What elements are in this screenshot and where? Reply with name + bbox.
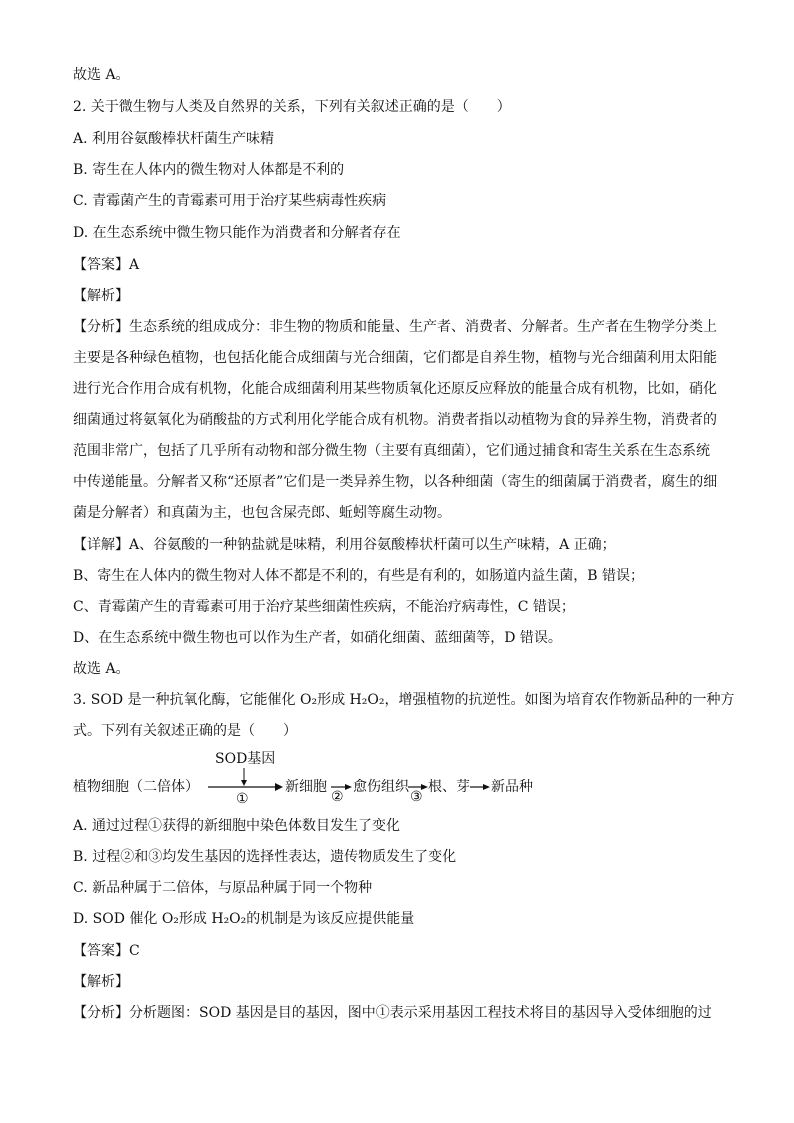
q2-option-c: C. 青霉菌产生的青霉素可用于治疗某些病毒性疾病 bbox=[73, 193, 387, 209]
gene-label: SOD基因 bbox=[215, 751, 276, 767]
start-node: 植物细胞（二倍体） bbox=[73, 779, 199, 795]
q3-flow-diagram bbox=[73, 752, 633, 808]
q3-option-a: A. 通过过程①获得的新细胞中染色体数目发生了变化 bbox=[73, 818, 401, 834]
q3-option-c: C. 新品种属于二倍体，与原品种属于同一个物种 bbox=[73, 880, 373, 896]
q2-fenxi-line: 主要是各种绿色植物，也包括化能合成细菌与光合细菌，它们都是自养生物，植物与光合细菌利用太阳能 bbox=[73, 350, 717, 366]
arrow-2-head bbox=[345, 784, 352, 790]
q3-answer: 【答案】C bbox=[73, 943, 140, 959]
arrow-4-head bbox=[483, 784, 490, 790]
q3-stem-line1: 3. SOD 是一种抗氧化酶，它能催化 O₂形成 H₂O₂，增强植物的抗逆性。如图为培育农作物新品种的一种方 bbox=[73, 692, 735, 708]
q2-xiangjie-line: D、在生态系统中微生物也可以作为生产者，如硝化细菌、蓝细菌等，D 错误。 bbox=[73, 630, 562, 646]
q2-fenxi-line: 菌是分解者）和真菌为主，也包含屎壳郎、蚯蚓等腐生动物。 bbox=[73, 505, 451, 521]
q2-xiangjie-line: C、青霉菌产生的青霉素可用于治疗某些细菌性疾病，不能治疗病毒性，C 错误； bbox=[73, 599, 575, 615]
q2-option-b: B. 寄生在人体内的微生物对人体都是不利的 bbox=[73, 162, 345, 178]
q2-option-a: A. 利用谷氨酸棒状杆菌生产味精 bbox=[73, 131, 275, 147]
step-3-label: ③ bbox=[410, 789, 423, 805]
q2-fenxi-line: 中传递能量。分解者又称“还原者”它们是一类异养生物，以各种细菌（寄生的细菌属于消费者，腐生的细 bbox=[73, 474, 718, 490]
q3-analysis-title: 【解析】 bbox=[73, 974, 129, 990]
q3-option-d: D. SOD 催化 O₂形成 H₂O₂的机制是为该反应提供能量 bbox=[73, 911, 415, 927]
node-root-bud: 根、芽 bbox=[428, 779, 470, 795]
q3-option-b: B. 过程②和③均发生基因的选择性表达，遗传物质发生了变化 bbox=[73, 849, 457, 865]
q2-fenxi-line: 范围非常广，包括了几乎所有动物和部分微生物（主要有真细菌），它们通过捕食和寄生关系在生态系统 bbox=[73, 443, 710, 459]
q2-fenxi-line: 细菌通过将氨氧化为硝酸盐的方式利用化学能合成有机物。消费者指以动植物为食的异养生物，消费者的 bbox=[73, 412, 717, 428]
q2-option-d: D. 在生态系统中微生物只能作为消费者和分解者存在 bbox=[73, 225, 401, 241]
q2-xiangjie-line: B、寄生在人体内的微生物对人体不都是不利的，有些是有利的，如肠道内益生菌，B 错误； bbox=[73, 568, 645, 584]
node-callus: 愈伤组织 bbox=[353, 779, 409, 795]
step-2-label: ② bbox=[331, 789, 344, 805]
q2-analysis-title: 【解析】 bbox=[73, 288, 129, 304]
q2-fenxi-line: 进行光合作用合成有机物，化能合成细菌利用某些物质氧化还原反应释放的能量合成有机物，比如，硝化 bbox=[73, 381, 717, 397]
q2-xiangjie-line: 【详解】A、谷氨酸的一种钠盐就是味精，利用谷氨酸棒状杆菌可以生产味精，A 正确； bbox=[73, 537, 616, 553]
q1-conclusion: 故选 A。 bbox=[73, 67, 130, 83]
node-new-variety: 新品种 bbox=[491, 779, 533, 795]
q2-stem: 2. 关于微生物与人类及自然界的关系，下列有关叙述正确的是（ ） bbox=[73, 99, 511, 115]
step-1-label: ① bbox=[236, 791, 249, 807]
gene-arrow-head bbox=[241, 780, 247, 786]
arrow-1-head bbox=[275, 783, 283, 791]
q3-fenxi-line: 【分析】分析题图：SOD 基因是目的基因，图中①表示采用基因工程技术将目的基因导入受体细胞的过 bbox=[73, 1005, 712, 1021]
node-new-cell: 新细胞 bbox=[285, 779, 327, 795]
q2-conclusion: 故选 A。 bbox=[73, 661, 130, 677]
q3-stem-line2: 式。下列有关叙述正确的是（ ） bbox=[73, 723, 297, 739]
q2-answer: 【答案】A bbox=[73, 257, 140, 273]
q2-fenxi-line: 【分析】生态系统的组成成分：非生物的物质和能量、生产者、消费者、分解者。生产者在生物学分类上 bbox=[73, 319, 717, 335]
